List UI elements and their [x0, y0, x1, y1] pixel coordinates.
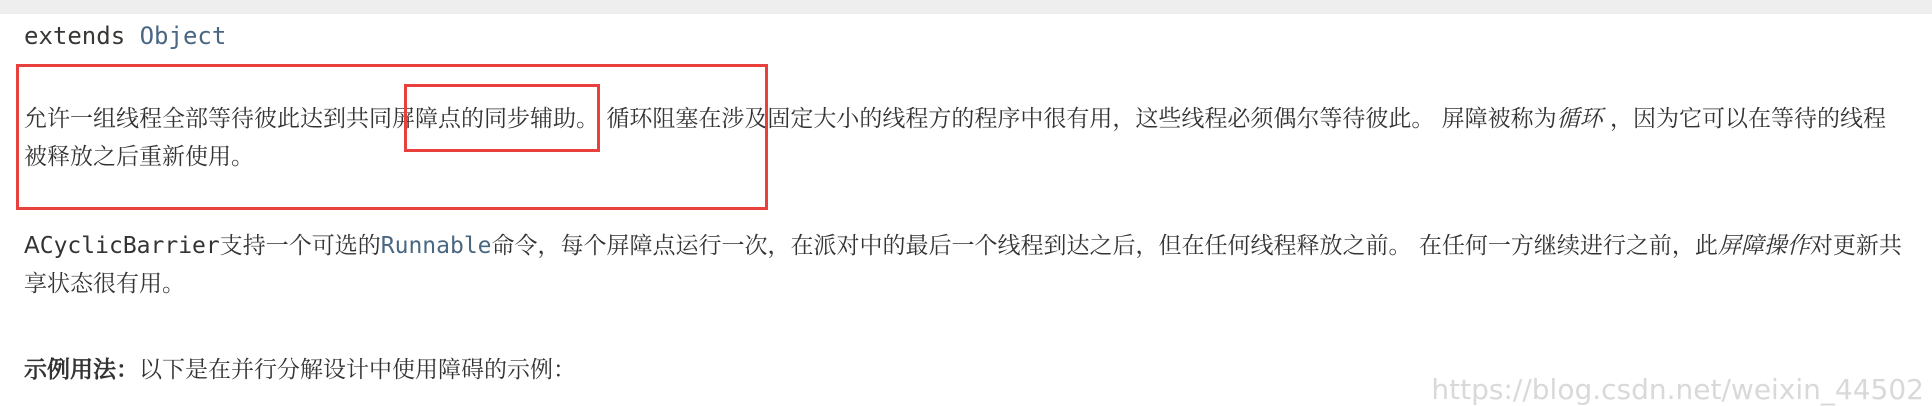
- article-a: A: [24, 233, 40, 259]
- cyclicbarrier-code: CyclicBarrier: [39, 233, 220, 259]
- description-paragraph: [24, 100, 1904, 176]
- example-usage-text: 以下是在并行分解设计中使用障碍的示例：: [139, 357, 576, 383]
- runnable-text-1: 支持一个可选的: [219, 233, 381, 259]
- example-usage-label: 示例用法：: [24, 357, 139, 383]
- runnable-link[interactable]: Runnable: [380, 233, 492, 259]
- csdn-watermark: https://blog.csdn.net/weixin_44502: [1431, 373, 1924, 406]
- sentence-sync-aid: 允许一组线程全部等待彼此达到共同屏障点的同步辅助。: [24, 106, 599, 132]
- cyclic-term: 循环: [1556, 106, 1603, 132]
- sentence-barrier-end: ，因为它可以在等待的线程被释放之后重新使用。: [24, 106, 1886, 170]
- sentence-barrier-start: 屏障被称为: [1441, 106, 1557, 132]
- class-extends-line: [24, 22, 226, 50]
- runnable-text-4: 对更新共享状态很有用。: [24, 233, 1902, 297]
- runnable-text-3: 在任何一方继续进行之前，此: [1418, 233, 1718, 259]
- extends-keyword: extends: [24, 22, 126, 50]
- top-bar: [0, 0, 1932, 14]
- runnable-paragraph: [24, 227, 1904, 303]
- object-type-link[interactable]: Object: [139, 22, 227, 50]
- runnable-text-2: 命令，每个屏障点运行一次，在派对中的最后一个线程到达之后，但在任何线程释放之前。: [491, 233, 1412, 259]
- barrier-action-term: 屏障操作: [1717, 233, 1810, 259]
- sentence-cyclic-usage: 循环阻塞在涉及固定大小的线程方的程序中很有用，这些线程必须偶尔等待彼此。: [606, 106, 1435, 132]
